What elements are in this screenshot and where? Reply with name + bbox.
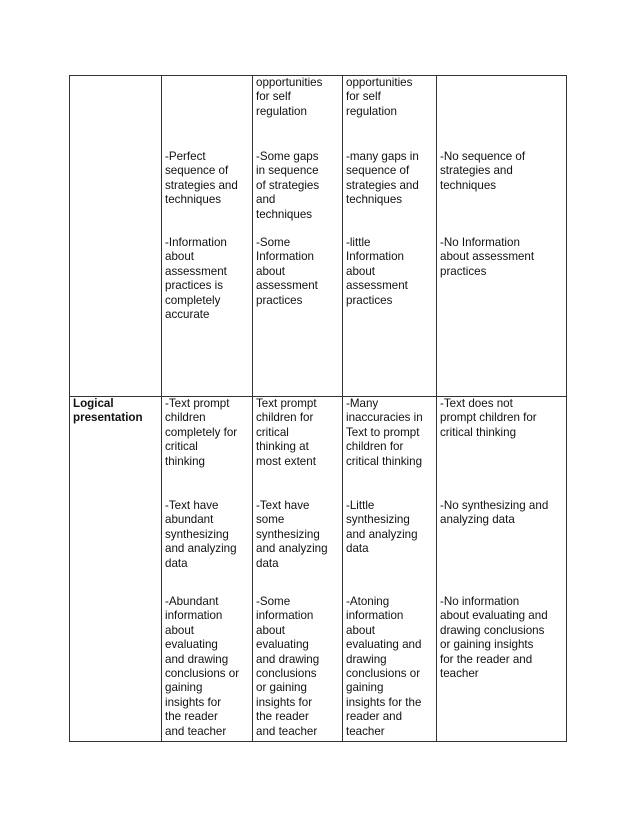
cell-text: -little Information about assessment practices xyxy=(346,236,408,307)
level-cell xyxy=(253,397,343,742)
cell-text: -Abundant information about evaluating and drawing conclusions or gaining insights for the reader and teacher xyxy=(165,595,240,738)
cell-text: Text prompt children for critical thinking at most extent xyxy=(256,397,317,468)
cell-text: -No information about evaluating and drawing conclusions or gaining insights for the reader and teacher xyxy=(440,595,548,681)
criterion-cell xyxy=(70,76,162,397)
cell-text: -Some information about evaluating and drawing conclusions or gaining insights for the reader and teacher xyxy=(256,595,320,738)
cell-text: -Text prompt children completely for critical thinking xyxy=(165,397,238,468)
criterion-label: Logical presentation xyxy=(73,397,143,425)
level-cell xyxy=(162,76,253,397)
cell-text: -Text have some synthesizing and analyzing data xyxy=(256,499,328,570)
cell-text: -Some Information about assessment practices xyxy=(256,236,318,307)
cell-text: -Atoning information about evaluating and drawing conclusions or gaining insights for the reader and teacher xyxy=(346,595,422,738)
cell-text: -No synthesizing and analyzing data xyxy=(440,499,549,527)
cell-text: -No Information about assessment practices xyxy=(440,236,535,278)
cell-text: -Text have abundant synthesizing and analyzing data xyxy=(165,499,237,570)
level-cell xyxy=(253,76,343,397)
table-row xyxy=(70,76,567,397)
level-cell xyxy=(437,76,567,397)
criterion-cell xyxy=(70,397,162,742)
table-row xyxy=(70,397,567,742)
cell-text: -No sequence of strategies and techniques xyxy=(440,150,526,192)
cell-text: -Information about assessment practices is completely accurate xyxy=(165,236,227,322)
rubric-table xyxy=(69,75,567,742)
cell-text: -Some gaps in sequence of strategies and techniques xyxy=(256,150,320,221)
cell-text: -Many inaccuracies in Text to prompt children for critical thinking xyxy=(346,397,423,468)
cell-text: -Perfect sequence of strategies and techniques xyxy=(165,150,238,207)
level-cell xyxy=(162,397,253,742)
level-cell xyxy=(437,397,567,742)
cell-text: -Little synthesizing and analyzing data xyxy=(346,499,418,556)
cell-text: -many gaps in sequence of strategies and techniques xyxy=(346,150,419,207)
cell-text: opportunities for self regulation xyxy=(346,76,413,118)
level-cell xyxy=(343,397,437,742)
cell-text: -Text does not prompt children for critical thinking xyxy=(440,397,537,439)
level-cell xyxy=(343,76,437,397)
cell-text: opportunities for self regulation xyxy=(256,76,323,118)
